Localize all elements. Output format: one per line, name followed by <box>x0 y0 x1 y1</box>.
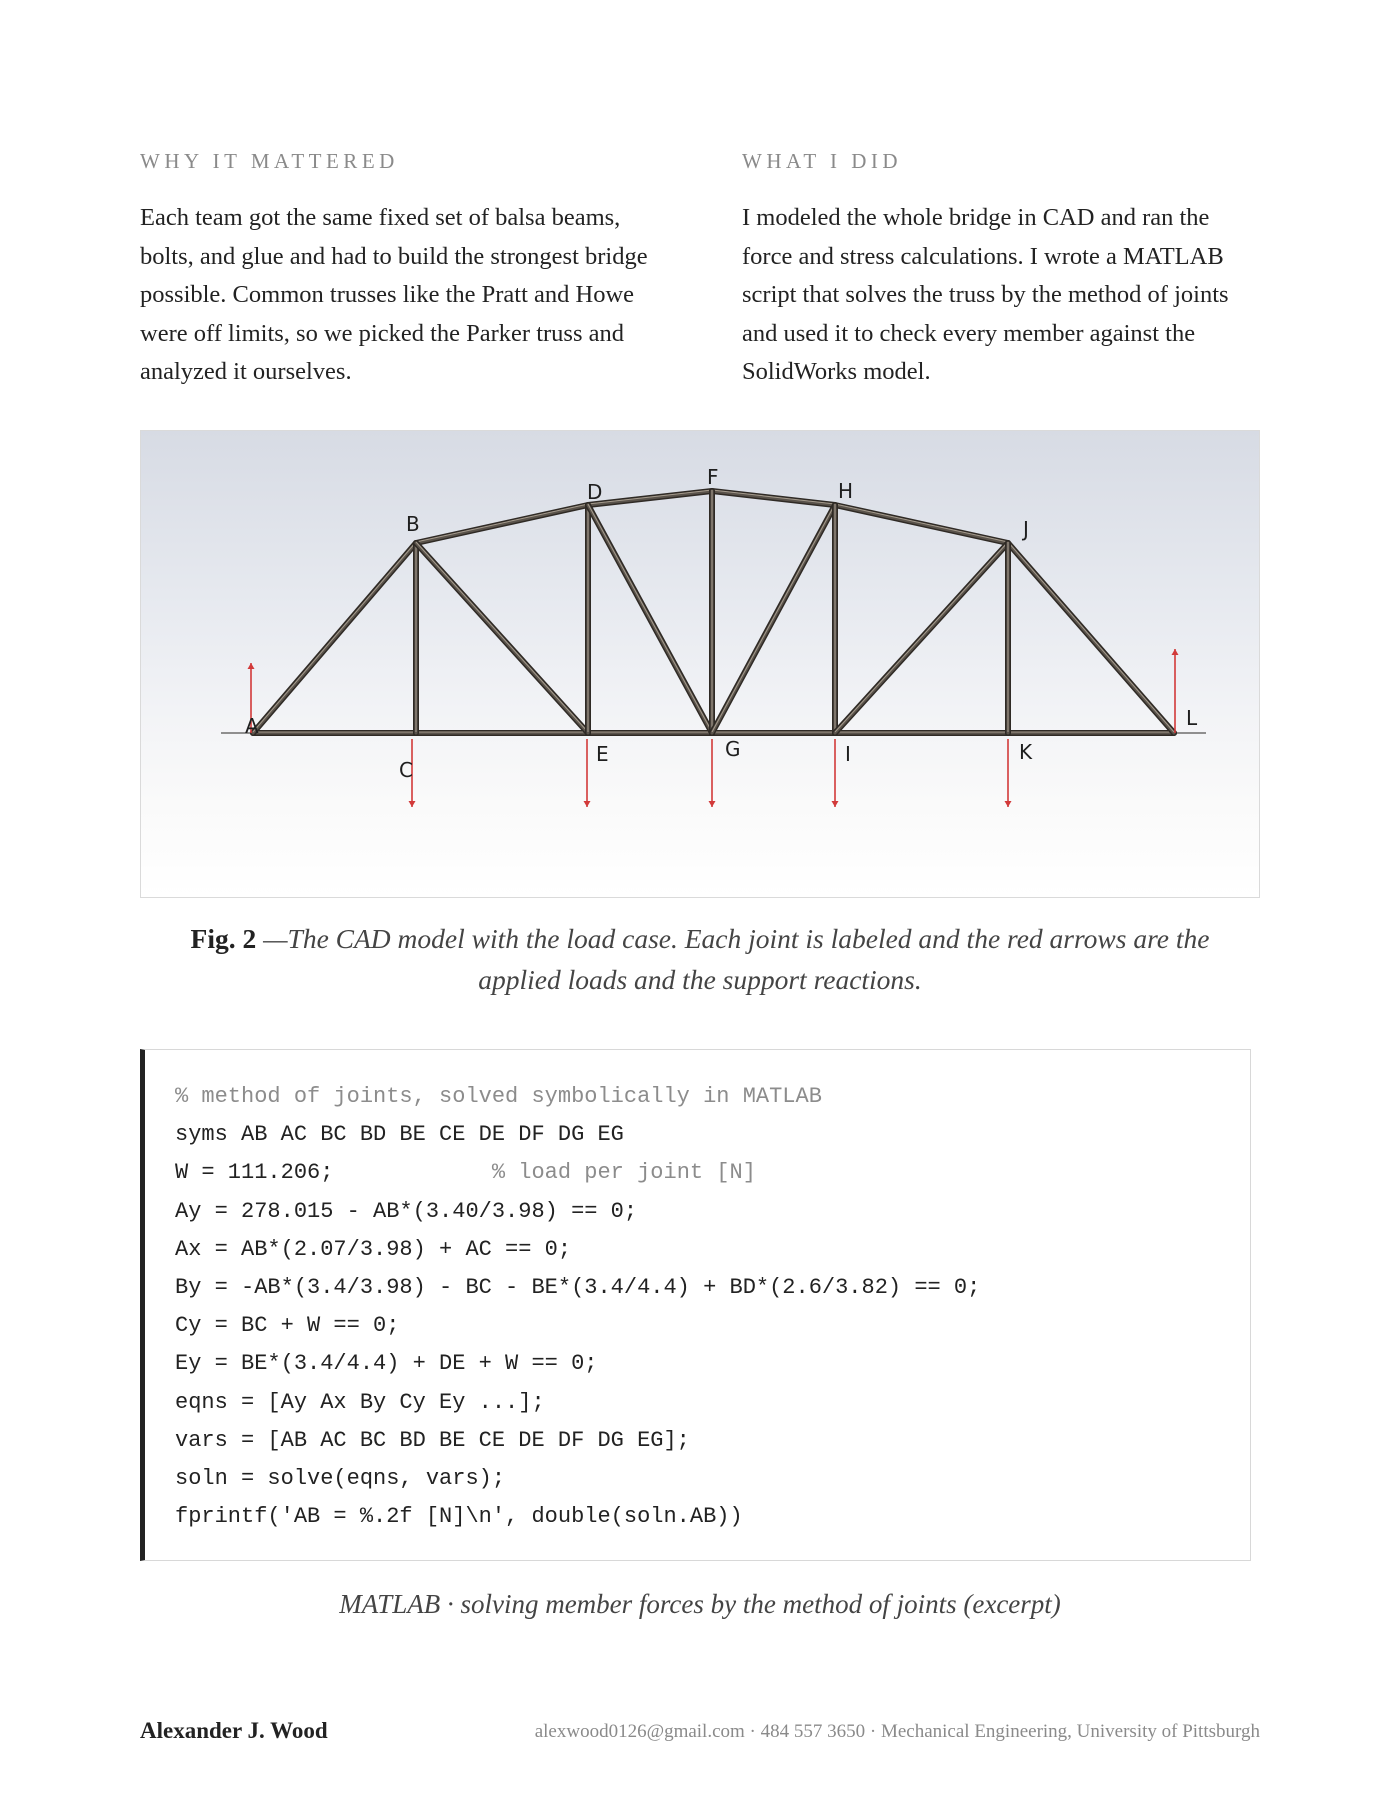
code-line <box>175 1460 1250 1498</box>
joint-label-a: A <box>245 714 259 738</box>
code-comment: % load per joint [N] <box>491 1160 756 1186</box>
what-section <box>742 146 1260 392</box>
truss-member-kl <box>1008 732 1174 733</box>
figure-number: Fig. 2 <box>190 923 257 954</box>
load-arrow-k <box>1005 739 1012 807</box>
truss-member-hj <box>835 504 1008 543</box>
load-arrow-e <box>584 739 591 807</box>
truss-diagram <box>141 431 1259 897</box>
code-line <box>175 1116 1250 1154</box>
truss-member-jl <box>1008 542 1174 733</box>
why-text: Each team got the same fixed set of balsa beams, bolts, and glue and had to build the strongest bridge possible. Common trusses like the Pratt and Howe were off limits, so we picked the Parker truss and analyzed it ourselves. <box>140 204 648 385</box>
contact-info: alexwood0126@gmail.com · 484 557 3650 · Mechanical Engineering, University of Pittsburgh <box>534 1721 1260 1742</box>
what-label: WHAT I DID <box>742 149 903 173</box>
figure-caption-text: —The CAD model with the load case. Each joint is labeled and the red arrows are the applied loads and the support reactions. <box>263 923 1210 995</box>
code-text: Ey = BE*(3.4/4.4) + DE + W == 0; <box>175 1351 598 1377</box>
code-text: fprintf('AB = %.2f [N]\n', double(soln.AB)) <box>175 1504 743 1530</box>
why-section <box>140 146 670 392</box>
joint-label-i: I <box>845 742 851 766</box>
joint-label-e: E <box>596 742 609 766</box>
code-line <box>175 1422 1250 1460</box>
code-text: soln = solve(eqns, vars); <box>175 1465 506 1491</box>
code-text: eqns = [Ay Ax By Cy Ey ...]; <box>175 1389 545 1415</box>
truss-member-ik <box>835 732 1008 733</box>
truss-member-bd <box>416 504 588 543</box>
joint-label-c: C <box>399 758 413 782</box>
truss-member-gh <box>712 504 835 733</box>
code-line <box>175 1307 1250 1345</box>
code-line <box>175 1498 1250 1536</box>
code-text: syms AB AC BC BD BE CE DE DF DG EG <box>175 1122 624 1148</box>
code-text: vars = [AB AC BC BD BE CE DE DF DG EG]; <box>175 1427 690 1453</box>
truss-member-gi <box>712 732 835 733</box>
portfolio-page <box>140 0 1260 1812</box>
code-line <box>175 1154 1250 1192</box>
matlab-code-block <box>140 1049 1251 1561</box>
truss-member-ij <box>835 542 1008 733</box>
truss-member-fh <box>712 490 835 505</box>
joint-label-g: G <box>725 737 741 761</box>
joint-label-b: B <box>406 512 420 536</box>
truss-member-ac <box>253 732 416 733</box>
code-text: By = -AB*(3.4/3.98) - BC - BE*(3.4/4.4) + BD*(2.6/3.82) == 0; <box>175 1274 981 1300</box>
joint-label-l: L <box>1186 706 1198 730</box>
load-arrow-i <box>832 739 839 807</box>
figure-caption <box>170 918 1230 1000</box>
code-line <box>175 1269 1250 1307</box>
truss-member-eg <box>588 732 712 733</box>
code-text: Cy = BC + W == 0; <box>175 1313 400 1339</box>
joint-label-d: D <box>587 480 603 504</box>
code-line <box>175 1345 1250 1383</box>
joint-label-j: J <box>1023 517 1029 541</box>
code-comment: % method of joints, solved symbolically in MATLAB <box>175 1084 822 1109</box>
truss-member-ab <box>253 542 416 733</box>
code-text: Ax = AB*(2.07/3.98) + AC == 0; <box>175 1236 572 1262</box>
code-caption: MATLAB · solving member forces by the method of joints (excerpt) <box>339 1589 1061 1619</box>
joint-label-k: K <box>1019 740 1033 764</box>
truss-member-ce <box>416 732 588 733</box>
joint-label-f: F <box>707 465 719 489</box>
truss-cad-figure <box>140 430 1260 898</box>
code-line <box>175 1231 1250 1269</box>
code-text: W = 111.206; <box>175 1160 492 1186</box>
truss-member-be <box>416 542 588 733</box>
what-text: I modeled the whole bridge in CAD and ran the force and stress calculations. I wrote a MATLAB script that solves the truss by the method of joints and used it to check every member against the SolidWorks model. <box>742 204 1229 385</box>
load-arrow-g <box>709 739 716 807</box>
code-line <box>175 1384 1250 1422</box>
truss-member-dg <box>588 504 712 733</box>
truss-member-df <box>588 490 712 505</box>
reaction-arrow-l <box>1172 649 1179 733</box>
code-line <box>175 1078 1250 1116</box>
code-line <box>175 1193 1250 1231</box>
author-name: Alexander J. Wood <box>140 1718 328 1743</box>
joint-label-h: H <box>838 479 854 503</box>
why-label: WHY IT MATTERED <box>140 149 399 173</box>
code-text: Ay = 278.015 - AB*(3.40/3.98) == 0; <box>175 1198 638 1224</box>
footer <box>140 1718 1260 1754</box>
